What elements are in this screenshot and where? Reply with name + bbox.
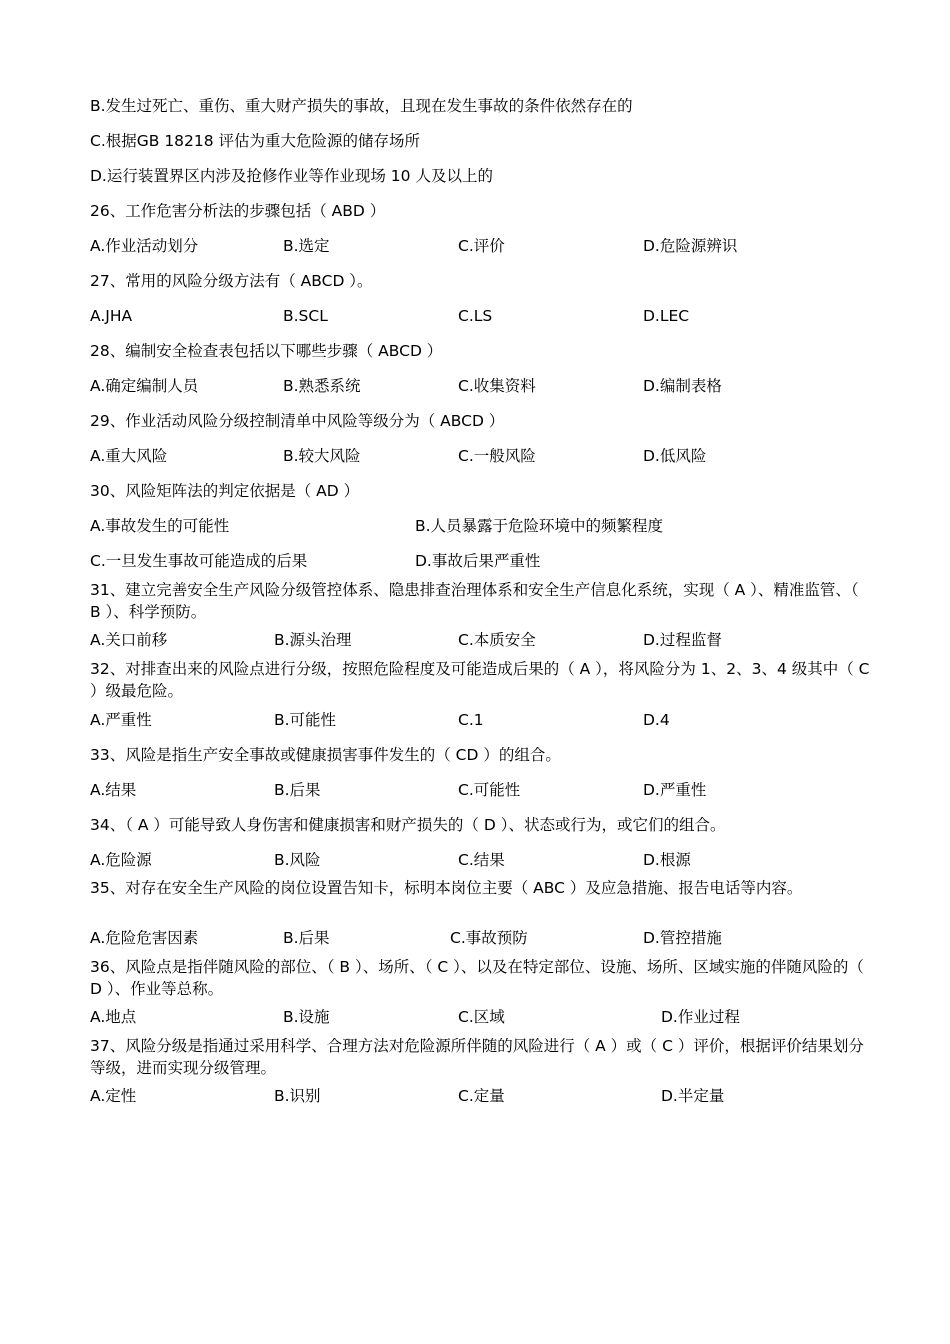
question-37: 37、风险分级是指通过采用科学、合理方法对危险源所伴随的风险进行（ A ）或（ C ）评价，根据评价结果划分等级，进而实现分级管理。	[90, 1037, 864, 1077]
option-c: C.一般风险	[458, 447, 536, 465]
question-33: 33、风险是指生产安全事故或健康损害事件发生的（ CD ）的组合。	[90, 746, 561, 764]
option-c: C.一旦发生事故可能造成的后果	[90, 552, 308, 570]
option-d: D.事故后果严重性	[415, 552, 541, 570]
option-d: D.编制表格	[643, 377, 722, 395]
option-a: A.定性	[90, 1087, 137, 1105]
option-c: C.收集资料	[458, 377, 536, 395]
option-d: D.半定量	[661, 1087, 725, 1105]
option-d: D.LEC	[643, 307, 690, 325]
option-c: C.结果	[458, 851, 505, 869]
option-b: B.较大风险	[283, 447, 361, 465]
question-31: 31、建立完善安全生产风险分级管控体系、隐患排查治理体系和安全生产信息化系统，实现（ A ）、精准监管、（ B ）、科学预防。	[90, 581, 859, 621]
option-c: C.1	[458, 711, 484, 729]
question-30: 30、风险矩阵法的判定依据是（ AD ）	[90, 482, 360, 500]
option-a: A.确定编制人员	[90, 377, 199, 395]
option-a: A.重大风险	[90, 447, 168, 465]
option-d: D.管控措施	[643, 929, 722, 947]
option-a: A.关口前移	[90, 631, 168, 649]
option-a: A.危险源	[90, 851, 152, 869]
option-c: C.本质安全	[458, 631, 536, 649]
option-a: A.作业活动划分	[90, 237, 199, 255]
text-line: C.根据GB 18218 评估为重大危险源的储存场所	[90, 132, 421, 150]
option-b: B.风险	[274, 851, 321, 869]
option-c: C.区域	[458, 1008, 505, 1026]
option-d: D.危险源辨识	[643, 237, 738, 255]
option-b: B.后果	[283, 929, 330, 947]
text-line: D.运行装置界区内涉及抢修作业等作业现场 10 人及以上的	[90, 167, 493, 185]
option-a: A.结果	[90, 781, 137, 799]
option-b: B.人员暴露于危险环境中的频繁程度	[415, 517, 664, 535]
option-b: B.后果	[274, 781, 321, 799]
option-b: B.源头治理	[274, 631, 352, 649]
option-d: D.作业过程	[661, 1008, 740, 1026]
option-a: A.严重性	[90, 711, 152, 729]
option-a: A.危险危害因素	[90, 929, 199, 947]
option-b: B.选定	[283, 237, 330, 255]
question-32: 32、对排查出来的风险点进行分级，按照危险程度及可能造成后果的（ A ），将风险分为 1、2、3、4 级其中（ C ）级最危险。	[90, 660, 870, 700]
question-28: 28、编制安全检查表包括以下哪些步骤（ ABCD ）	[90, 342, 443, 360]
question-26: 26、工作危害分析法的步骤包括（ ABD ）	[90, 202, 386, 220]
question-29: 29、作业活动风险分级控制清单中风险等级分为（ ABCD ）	[90, 412, 505, 430]
option-b: B.可能性	[274, 711, 337, 729]
option-c: C.可能性	[458, 781, 521, 799]
question-34: 34、（ A ）可能导致人身伤害和健康损害和财产损失的（ D ）、状态或行为，或它们的组合。	[90, 816, 726, 834]
option-d: D.过程监督	[643, 631, 722, 649]
question-36: 36、风险点是指伴随风险的部位、（ B ）、场所、（ C ）、以及在特定部位、设施、场所、区域实施的伴随风险的（ D ）、作业等总称。	[90, 958, 864, 998]
option-b: B.设施	[283, 1008, 330, 1026]
option-c: C.评价	[458, 237, 505, 255]
option-c: C.事故预防	[450, 929, 528, 947]
question-27: 27、常用的风险分级方法有（ ABCD ）。	[90, 272, 373, 290]
option-d: D.根源	[643, 851, 691, 869]
option-c: C.LS	[458, 307, 493, 325]
option-d: D.低风险	[643, 447, 707, 465]
option-a: A.事故发生的可能性	[90, 517, 230, 535]
option-d: D.4	[643, 711, 670, 729]
text-line: B.发生过死亡、重伤、重大财产损失的事故，且现在发生事故的条件依然存在的	[90, 97, 633, 115]
option-b: B.熟悉系统	[283, 377, 361, 395]
option-a: A.JHA	[90, 307, 133, 325]
option-a: A.地点	[90, 1008, 137, 1026]
question-35: 35、对存在安全生产风险的岗位设置告知卡，标明本岗位主要（ ABC ）及应急措施、报告电话等内容。	[90, 879, 803, 897]
option-b: B.识别	[274, 1087, 321, 1105]
option-b: B.SCL	[283, 307, 328, 325]
option-d: D.严重性	[643, 781, 707, 799]
option-c: C.定量	[458, 1087, 505, 1105]
